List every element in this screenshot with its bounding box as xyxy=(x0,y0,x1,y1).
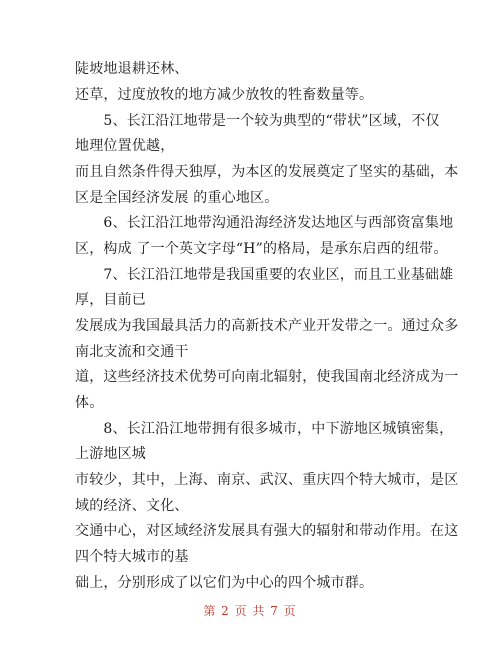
text-line: 6、长江沿江地带沟通沿海经济发达地区与西部资富集地 xyxy=(75,215,454,231)
text-line: 域的经济、文化、 xyxy=(75,498,189,514)
text-line: 5、长江沿江地带是一个较为典型的“带状”区域，不仅 xyxy=(75,113,440,129)
text-line: 道，这些经济技术优势可向南北辐射，使我国南北经济成为一 xyxy=(75,369,459,385)
text-line: 市较少，其中，上海、南京、武汉、重庆四个特大城市，是区 xyxy=(75,472,459,488)
text-line: 南北支流和交通干 xyxy=(75,344,189,360)
text-line: 四个特大城市的基 xyxy=(75,549,189,565)
text-line: 还草，过度放牧的地方减少放牧的牲畜数量等。 xyxy=(75,87,374,103)
text-line: 上游地区城 xyxy=(75,446,146,462)
page-number: 第 2 页 共 7 页 xyxy=(203,604,297,618)
text-line: 交通中心，对区域经济发展具有强大的辐射和带动作用。在这 xyxy=(75,523,459,539)
text-line: 体。 xyxy=(75,395,104,411)
text-line: 区，构成 了一个英文字母“H”的格局，是承东启西的纽带。 xyxy=(75,241,448,257)
text-line: 厚，目前已 xyxy=(75,292,146,308)
text-line: 7、长江沿江地带是我国重要的农业区，而且工业基础雄 xyxy=(75,267,454,283)
text-line: 础上，分别形成了以它们为中心的四个城市群。 xyxy=(75,575,374,591)
text-line: 地理位置优越， xyxy=(75,138,175,154)
text-line: 陡坡地退耕还林、 xyxy=(75,61,189,77)
text-line: 区是全国经济发展 的重心地区。 xyxy=(75,190,279,206)
text-line: 发展成为我国最具活力的高新技术产业开发带之一。通过众多 xyxy=(75,318,459,334)
text-line: 8、长江沿江地带拥有很多城市，中下游地区城镇密集， xyxy=(75,421,454,437)
text-line: 而且自然条件得天独厚，为本区的发展奠定了坚实的基础，本 xyxy=(75,164,459,180)
